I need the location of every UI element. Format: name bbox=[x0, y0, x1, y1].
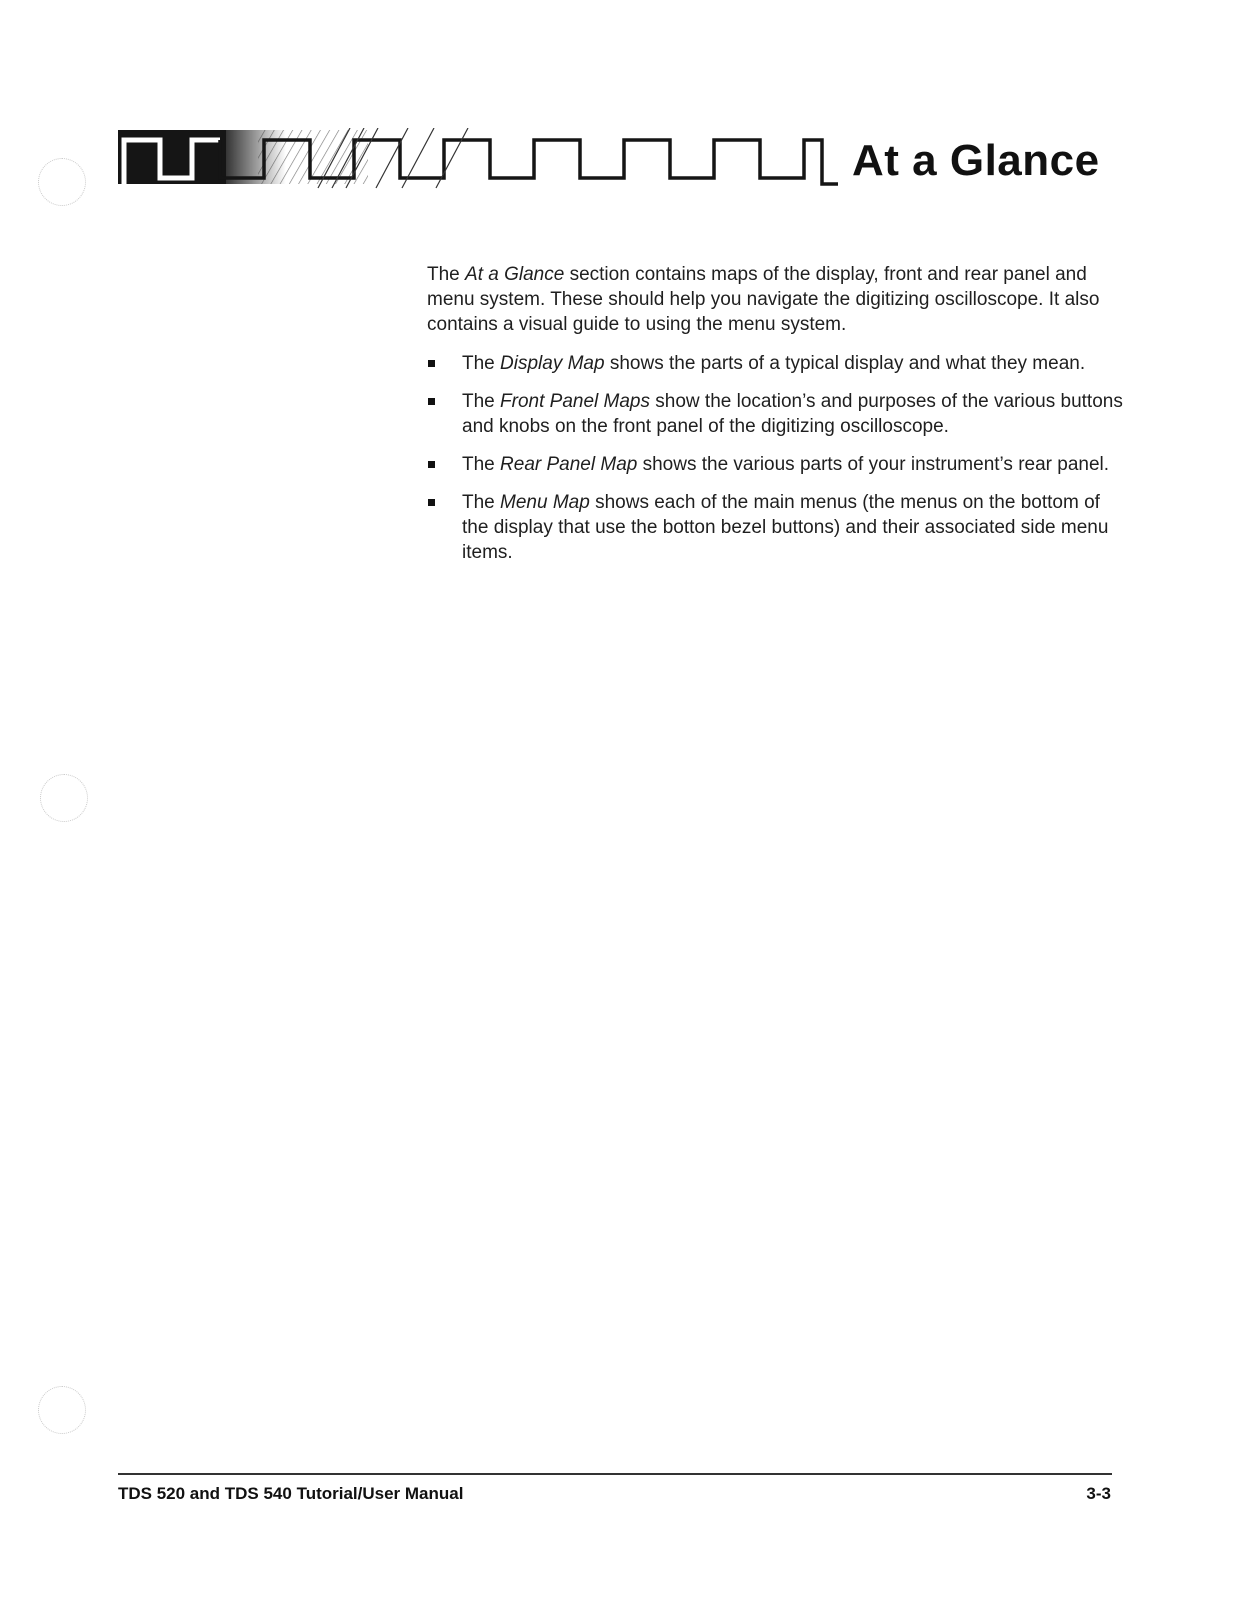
list-item-text: The bbox=[462, 391, 501, 412]
square-wave-banner-icon bbox=[118, 128, 838, 192]
list-item-text: shows the parts of a typical display and what they mean. bbox=[604, 353, 1086, 374]
punch-hole bbox=[40, 774, 88, 822]
page-number: 3-3 bbox=[1086, 1484, 1111, 1503]
list-item bbox=[427, 490, 1127, 565]
list-item bbox=[427, 389, 1127, 439]
punch-hole bbox=[38, 1386, 86, 1434]
intro-text: The bbox=[427, 264, 466, 285]
map-list bbox=[427, 351, 1127, 565]
list-item bbox=[427, 351, 1127, 376]
list-item-italic-term: Menu Map bbox=[500, 492, 590, 513]
list-item-italic-term: Front Panel Maps bbox=[500, 391, 650, 412]
list-item-text: The bbox=[462, 492, 501, 513]
list-item-text: The bbox=[462, 353, 501, 374]
body-content bbox=[427, 262, 1127, 578]
section-title: At a Glance bbox=[852, 136, 1100, 185]
list-item-text: shows the various parts of your instrument’s rear panel. bbox=[637, 454, 1110, 475]
list-item-italic-term: Display Map bbox=[500, 353, 605, 374]
punch-hole bbox=[38, 158, 86, 206]
square-bullet-icon bbox=[428, 360, 435, 367]
list-item-text: The bbox=[462, 454, 501, 475]
square-bullet-icon bbox=[428, 398, 435, 405]
intro-italic-term: At a Glance bbox=[465, 264, 565, 285]
intro-text: section contains maps of the display, front and rear panel and menu system. These should help you navigate the digitizing oscilloscope. It also contains a visual guide to using the menu system. bbox=[427, 264, 1100, 335]
list-item bbox=[427, 452, 1127, 477]
square-bullet-icon bbox=[428, 461, 435, 468]
square-bullet-icon bbox=[428, 499, 435, 506]
footer-manual-title: TDS 520 and TDS 540 Tutorial/User Manual bbox=[118, 1484, 464, 1503]
list-item-italic-term: Rear Panel Map bbox=[500, 454, 638, 475]
list-item-text: shows each of the main menus (the menus on the bottom of the display that use the botton bezel buttons) and their associated side menu items. bbox=[462, 492, 1109, 563]
intro-paragraph bbox=[427, 262, 1127, 337]
list-item-text: show the location’s and purposes of the various buttons and knobs on the front panel of the digitizing oscilloscope. bbox=[462, 391, 1123, 437]
footer-divider bbox=[118, 1473, 1112, 1475]
